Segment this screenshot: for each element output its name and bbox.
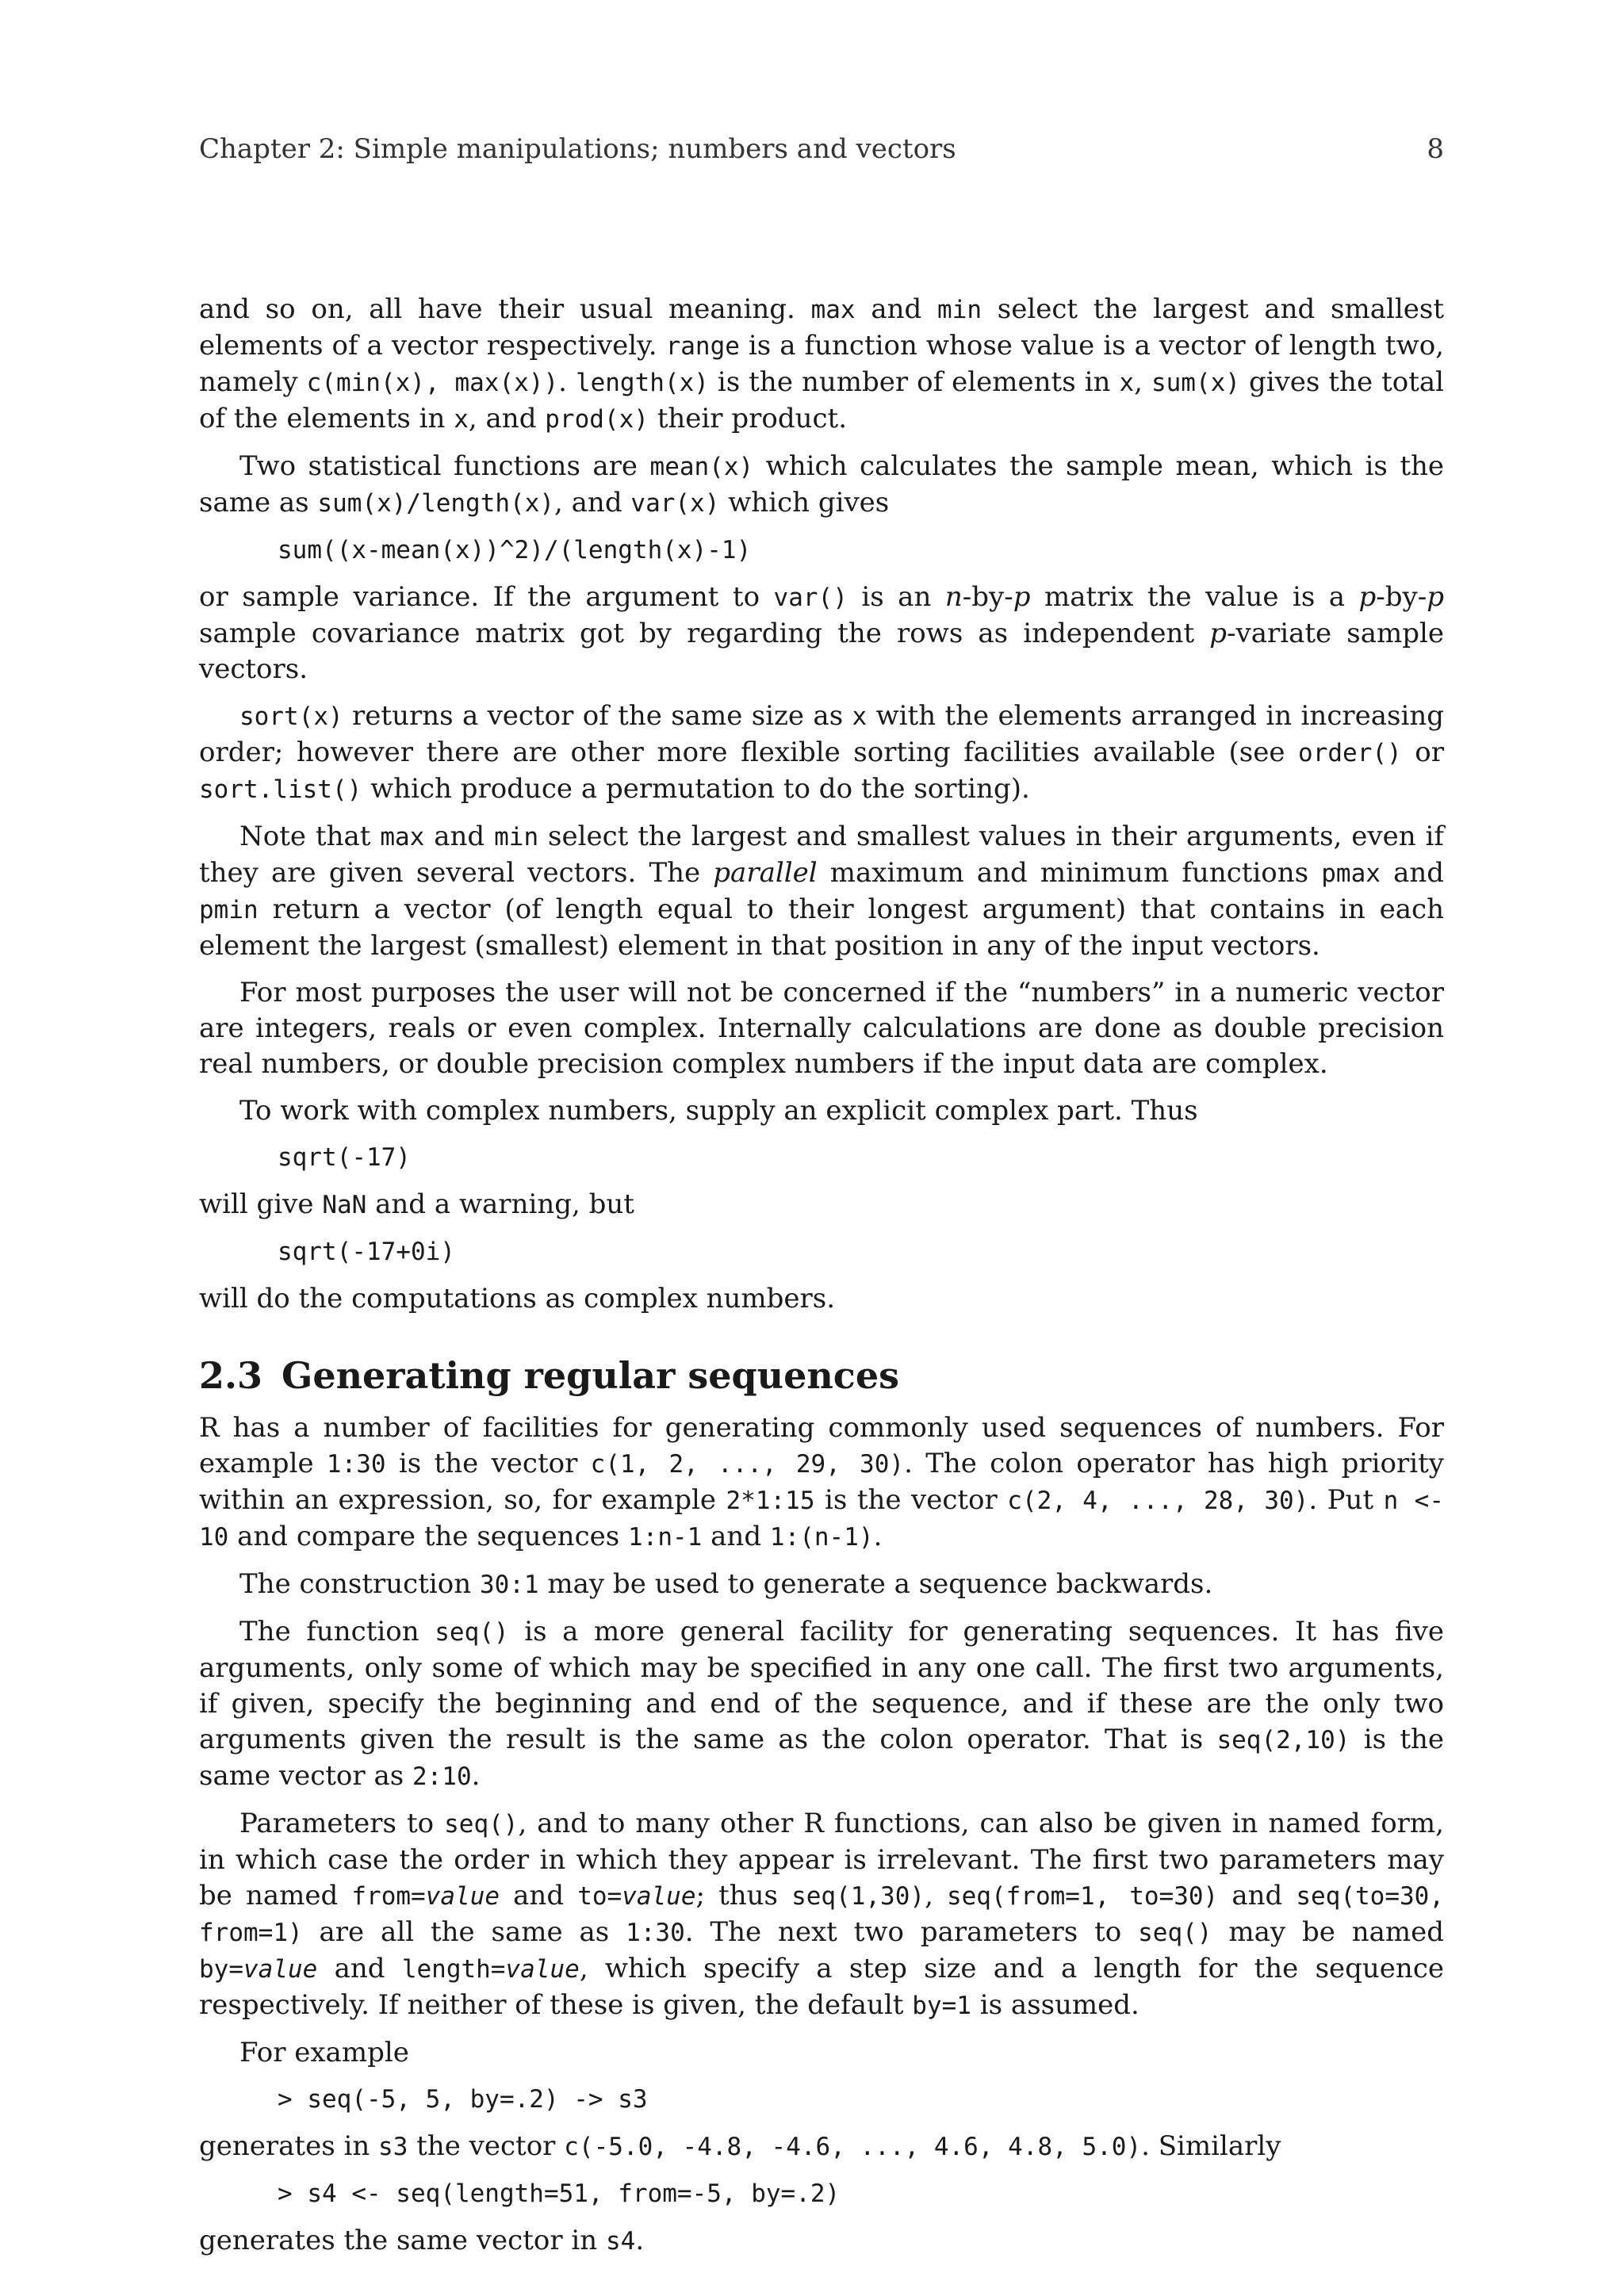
text-run: which produce a permutation to do the sorting). [362,773,1030,805]
paragraph [199,975,1444,1082]
text-run: -variate sample vectors. [199,618,1444,685]
inline-code: 2*1:15 [726,1487,815,1515]
inline-code: NaN [322,1191,367,1219]
text-run: return a vector (of length equal to their longest argument) that contains in each element the largest (smallest) element in that position in any of the input vectors. [199,894,1444,962]
paragraph [199,1410,1444,1556]
inline-code: x [454,405,469,434]
inline-code: from= [351,1882,426,1911]
text-run: To work with complex numbers, supply an explicit complex part. Thus [239,1095,1198,1127]
text-run: is assumed. [971,1989,1139,2021]
text-run: is a function whose value is a vector of length two, namely [199,330,1444,398]
text-run: which gives [719,487,890,519]
text-run: The function [239,1616,435,1647]
text-run: the vector [408,2130,565,2162]
text-run: Two statistical functions are [239,450,650,482]
inline-code: seq(from=1, to=30) [946,1882,1219,1911]
inline-code: s4 [606,2227,636,2256]
text-run: , [925,1880,947,1911]
inline-code: 1:(n-1) [769,1523,874,1552]
text-run: and [1218,1880,1297,1911]
text-run: For most purposes the user will not be concerned if the “numbers” in a numeric vector are integers, reals or even complex. Internally calculations are done as double precision real numbers, or double precision complex numbers if the input data are complex. [199,977,1444,1080]
text-run: maximum and minimum functions [817,857,1322,889]
inline-code: to= [577,1882,622,1911]
text-run: -by- [1376,581,1427,613]
text-run: . The next two parameters to [684,1916,1139,1948]
text-run: will do the computations as complex numbers. [199,1283,836,1314]
text-run: with the elements arranged in increasing order; however there are other more flexible sorting facilities available (see [199,700,1444,768]
text-run: returns a vector of the same size as [343,700,852,732]
text-run: may be named [1212,1916,1444,1948]
inline-code: seq(to=30, from=1) [199,1882,1444,1947]
inline-code: sort(x) [239,702,343,731]
page-number: 8 [1427,133,1444,165]
text-run: is the number of elements in [708,366,1120,398]
inline-code: x [852,702,868,731]
paragraph [199,2223,1444,2260]
text-run: is an [847,581,945,613]
paragraph [199,819,1444,964]
text-run: , which specify a step size and a length for the sequence respectively. If neither of these is given, the default [199,1953,1444,2021]
text-run: and so on, all have their usual meaning. [199,293,811,325]
code-block: sqrt(-17+0i) [278,1238,455,1266]
document-body [199,292,1444,2271]
paragraph [199,698,1444,808]
emphasis: n [944,581,963,613]
paragraph [199,2035,1444,2071]
code-block: > s4 <- seq(length=51, from=-5, by=.2) [278,2179,841,2208]
text-run: R has a number of facilities for generating commonly used sequences of numbers. For example [199,1412,1444,1479]
text-run: gives the total of the elements in [199,366,1445,434]
inline-code: mean(x) [649,453,754,481]
text-run: and [317,1953,402,1984]
inline-code: x [1119,369,1135,397]
text-run: or sample variance. If the argument to [199,581,774,613]
paragraph [199,1187,1444,1223]
inline-code: value [505,1955,580,1984]
code-block: sum((x-mean(x))^2)/(length(x)-1) [278,536,752,564]
text-run: , and to many other R functions, can also be given in named form, in which case the order in which they appear is irrelevant. The first two parameters may be named [199,1808,1444,1911]
paragraph [199,1806,1444,2024]
text-run: and compare the sequences [228,1521,629,1552]
text-run: ; thus [695,1880,792,1911]
inline-code: seq(2,10) [1216,1726,1350,1755]
inline-code: seq() [444,1810,519,1839]
text-run: . [471,1760,481,1792]
inline-code: sum(x)/length(x) [317,489,555,518]
inline-code: length= [401,1955,506,1984]
inline-code: c(1, 2, ..., 29, 30) [590,1450,905,1479]
emphasis: p [1358,581,1377,613]
inline-code: min [494,823,539,851]
text-run: will give [199,1188,323,1220]
text-run: For example [239,2037,409,2068]
inline-code: 1:n-1 [628,1523,703,1552]
emphasis: p [1209,618,1227,649]
text-run: generates in [199,2130,379,2162]
text-run: . [635,2225,645,2256]
text-run: their product. [648,403,848,434]
text-run: which calculates the sample mean, which is the same as [199,450,1444,519]
section-heading [199,1353,1444,1398]
inline-code: s3 [378,2133,408,2161]
text-run: -by- [962,581,1013,613]
text-run: and [702,1521,770,1552]
paragraph [199,292,1444,438]
inline-code: 1:30 [326,1450,386,1479]
inline-code: n <- 10 [199,1487,1444,1552]
inline-code: value [243,1955,318,1984]
paragraph [199,1281,1444,1317]
inline-code: range [665,332,740,361]
inline-code: prod(x) [545,405,649,434]
text-run: is the vector [814,1484,1008,1516]
text-run: matrix the value is a [1030,581,1359,613]
inline-code: 30:1 [479,1571,539,1599]
text-run: , and [554,487,631,519]
text-run: Parameters to [239,1808,445,1839]
section-number: 2.3 [199,1354,263,1397]
inline-code: value [425,1882,500,1911]
emphasis: p [1427,581,1445,613]
inline-code: order() [1298,739,1402,767]
text-run: and [855,293,938,325]
inline-code: c(-5.0, -4.8, -4.6, ..., 4.6, 4.8, 5.0) [564,2133,1142,2161]
paragraph [199,1093,1444,1129]
inline-code: by=1 [912,1992,971,2020]
emphasis: parallel [713,857,818,889]
inline-code: var(x) [630,489,720,518]
inline-code: c(2, 4, ..., 28, 30) [1007,1487,1309,1515]
inline-code: 2:10 [412,1762,472,1791]
text-run: . Similarly [1141,2130,1281,2162]
inline-code: seq(1,30) [791,1882,925,1911]
text-run: Note that [239,821,381,852]
inline-code: pmax [1321,859,1381,888]
text-run: and [1380,857,1445,889]
paragraph [199,2129,1444,2165]
text-run: or [1401,737,1444,768]
paragraph [199,1614,1444,1795]
text-run: and [424,821,495,852]
inline-code: seq() [1138,1919,1212,1947]
inline-code: var() [773,584,848,612]
text-run: generates the same vector in [199,2225,606,2256]
text-run: , and [468,403,546,434]
inline-code: max [810,296,856,324]
text-run: sample covariance matrix got by regarding the rows as independent [199,618,1210,649]
text-run: and a warning, but [366,1188,634,1220]
text-run: is the same vector as [199,1724,1445,1792]
emphasis: p [1013,581,1031,613]
paragraph [199,1567,1444,1603]
paragraph [199,449,1444,522]
inline-code: sort.list() [199,775,362,804]
text-run: , [1134,366,1151,398]
text-run: select the largest and smallest values in their arguments, even if they are given several vectors. The [199,821,1444,889]
inline-code: sum(x) [1151,369,1240,397]
inline-code: length(x) [575,369,709,397]
text-run: is a more general facility for generating sequences. It has five arguments, only some of which may be specified in any one call. The first two arguments, if given, specify the beginning and end of the sequence, and if these are the only two arguments given the result is the same as the colon operator. That is [199,1616,1444,1755]
text-run: and [500,1880,578,1911]
text-run: . Put [1308,1484,1384,1516]
paragraph [199,580,1444,687]
text-run: . [558,366,576,398]
text-run: may be used to generate a sequence backwards. [538,1568,1213,1600]
code-block: > seq(-5, 5, by=.2) -> s3 [278,2085,648,2114]
text-run: are all the same as [302,1916,626,1948]
text-run: The construction [239,1568,480,1600]
inline-code: min [937,296,982,324]
inline-code: pmin [199,896,259,924]
text-run: . [873,1521,883,1552]
inline-code: value [622,1882,696,1911]
text-run: is the vector [385,1448,591,1479]
text-run: select the largest and smallest elements of a vector respectively. [199,293,1444,362]
running-header [199,132,1444,167]
inline-code: 1:30 [626,1919,685,1947]
inline-code: by= [199,1955,243,1984]
code-block: sqrt(-17) [278,1143,411,1172]
chapter-title: Chapter 2: Simple manipulations; numbers and vectors [199,133,956,165]
inline-code: max [380,823,425,851]
inline-code: seq() [435,1618,509,1647]
section-title: Generating regular sequences [282,1354,899,1397]
inline-code: c(min(x), max(x)) [306,369,559,397]
text-run: . The colon operator has high priority within an expression, so, for example [199,1448,1445,1516]
